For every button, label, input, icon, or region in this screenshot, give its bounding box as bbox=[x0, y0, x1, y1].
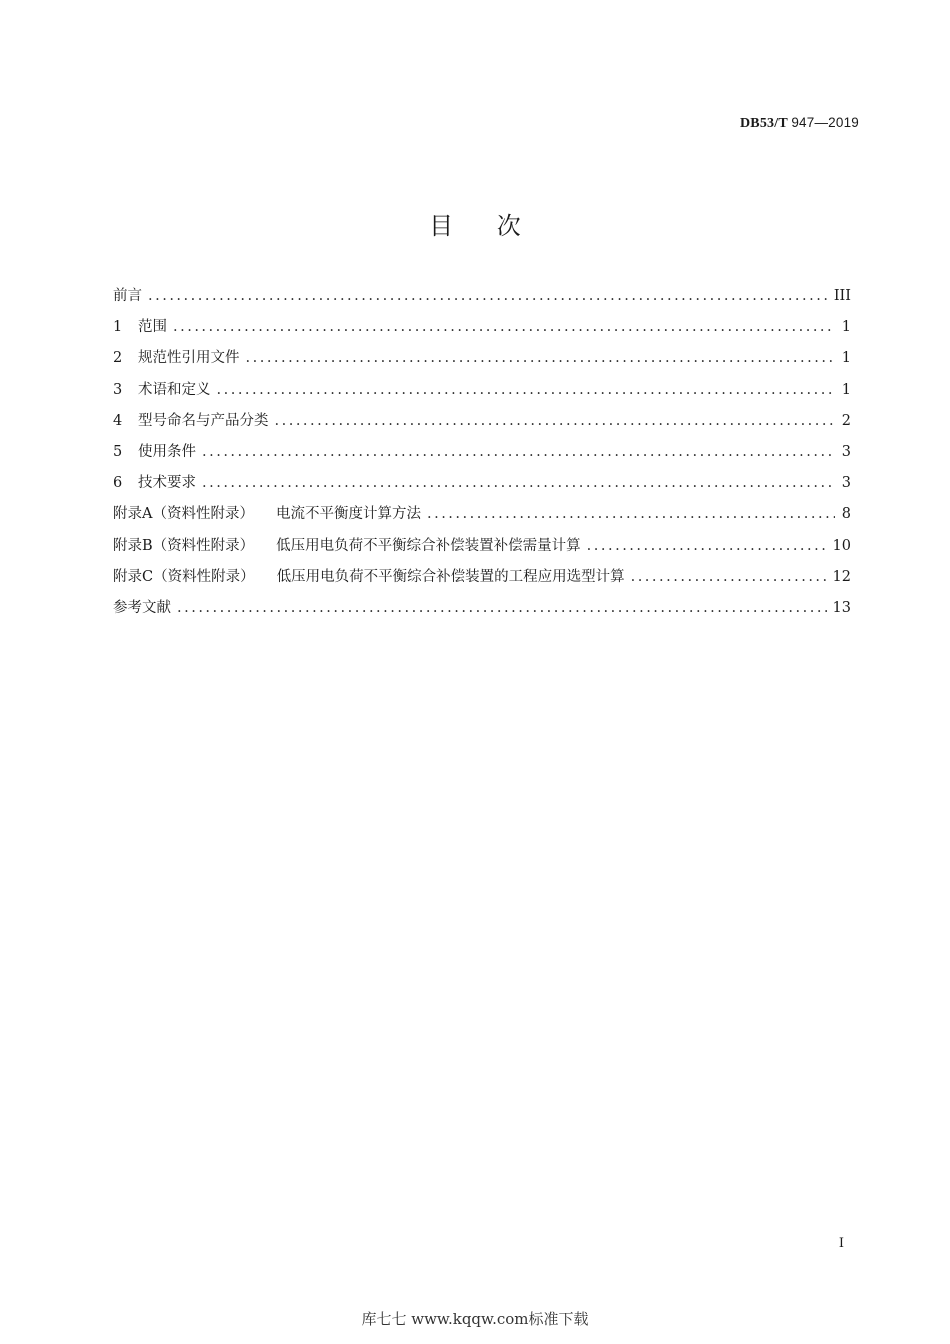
toc-page-number: 1 bbox=[841, 350, 851, 367]
toc-entry-label: 3 术语和定义 bbox=[113, 381, 211, 398]
toc-entry-appendix-a[interactable] bbox=[113, 502, 851, 533]
watermark-text: 库七七 www.kqqw.com标准下载 bbox=[361, 1310, 589, 1328]
toc-entry-label: 1 范围 bbox=[113, 319, 167, 336]
toc-entry-label: 4 型号命名与产品分类 bbox=[113, 412, 269, 429]
toc-entry-label: 附录B（资料性附录） 低压用电负荷不平衡综合补偿装置补偿需量计算 bbox=[113, 537, 581, 554]
toc-entry-label: 参考文献 bbox=[113, 599, 171, 616]
toc-page-number: 1 bbox=[841, 319, 851, 336]
toc-page-number: 13 bbox=[832, 599, 851, 616]
toc-entry-foreword[interactable] bbox=[113, 284, 851, 315]
toc-entry-technical-requirements[interactable] bbox=[113, 471, 851, 502]
toc-page-number: 8 bbox=[841, 506, 851, 523]
toc-page-number: 12 bbox=[832, 568, 851, 585]
toc-entry-label: 附录A（资料性附录） 电流不平衡度计算方法 bbox=[113, 506, 421, 523]
toc-leader-dots bbox=[246, 350, 836, 366]
toc-leader-dots bbox=[587, 538, 827, 554]
toc-leader-dots bbox=[177, 600, 827, 616]
toc-leader-dots bbox=[631, 569, 827, 585]
document-code-prefix: DB53/T bbox=[740, 116, 788, 131]
toc-leader-dots bbox=[202, 475, 835, 491]
toc-page-number: 1 bbox=[841, 381, 851, 398]
toc-entry-scope[interactable] bbox=[113, 315, 851, 346]
toc-entry-label: 附录C（资料性附录） 低压用电负荷不平衡综合补偿装置的工程应用选型计算 bbox=[113, 568, 625, 585]
toc-entry-conditions-of-use[interactable] bbox=[113, 440, 851, 471]
document-code bbox=[740, 115, 859, 132]
toc-page-number: 2 bbox=[841, 412, 851, 429]
toc-leader-dots bbox=[202, 444, 835, 460]
toc-page-number: 3 bbox=[841, 443, 851, 460]
toc-leader-dots bbox=[173, 319, 835, 335]
toc-leader-dots bbox=[148, 288, 828, 304]
toc-entry-bibliography[interactable] bbox=[113, 596, 851, 627]
toc-page-number: 3 bbox=[841, 475, 851, 492]
toc-page-number: 10 bbox=[832, 537, 851, 554]
toc-leader-dots bbox=[275, 413, 836, 429]
toc-entry-label: 前言 bbox=[113, 288, 142, 304]
toc-entry-normative-references[interactable] bbox=[113, 346, 851, 377]
toc-entry-label: 2 规范性引用文件 bbox=[113, 350, 240, 367]
toc-entry-model-naming[interactable] bbox=[113, 409, 851, 440]
toc-entry-label: 6 技术要求 bbox=[113, 475, 196, 492]
toc-entry-appendix-b[interactable] bbox=[113, 534, 851, 565]
toc-entry-terms-definitions[interactable] bbox=[113, 378, 851, 409]
toc-entry-appendix-c[interactable] bbox=[113, 565, 851, 596]
page-title: 目 次 bbox=[429, 212, 539, 240]
toc-leader-dots bbox=[427, 506, 835, 522]
toc-page-number: III bbox=[833, 288, 851, 304]
page-number: I bbox=[838, 1236, 844, 1251]
toc-entry-label: 5 使用条件 bbox=[113, 443, 196, 460]
toc-leader-dots bbox=[217, 382, 836, 398]
table-of-contents bbox=[113, 284, 851, 627]
document-code-number: 947—2019 bbox=[791, 115, 859, 130]
